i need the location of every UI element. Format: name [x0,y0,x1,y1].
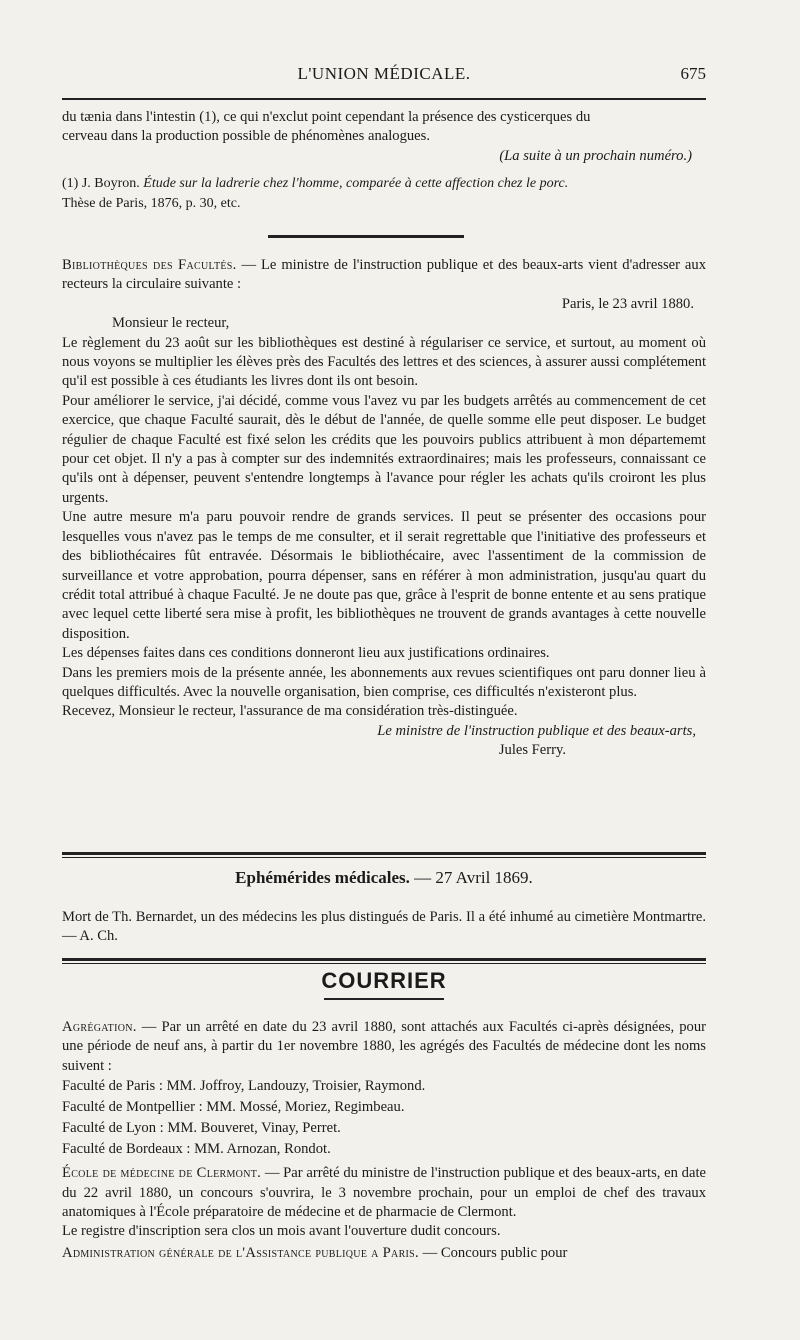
ephemerides-text: Mort de Th. Bernardet, un des médecins les plus distingués de Paris. Il a été inhumé au cimetière Montmartre. — A. Ch. [62,909,706,945]
double-rule-top-2 [62,857,706,858]
footnote-mark: (1) J. Boyron. [62,176,140,192]
continuation-line-2: cerveau dans la production possible de phénomènes analogues. [62,128,430,145]
courrier-rule [324,998,444,1000]
double-rule-bottom-1 [62,958,706,961]
faculty-line: Faculté de Lyon : MM. Bouveret, Vinay, Perret. [62,1120,341,1137]
clermont-heading: École de médecine de Clermont. [62,1165,262,1182]
header-rule [62,98,706,100]
ephemerides-name: Ephémérides médicales. [235,868,410,887]
courrier-article [62,1018,706,1263]
circular-paragraph-4: Les dépenses faites dans ces conditions donneront lieu aux justifications ordinaires. [62,645,550,662]
article-continuation [62,108,706,213]
agregation-heading: Agrégation. [62,1019,137,1035]
ephemerides-title [62,868,706,888]
to-be-continued: (La suite à un prochain numéro.) [499,147,692,164]
dateline: Paris, le 23 avril 1880. [561,295,694,312]
page-header [62,64,706,86]
agregation-paragraph [62,1018,706,1076]
assistance-heading: Administration générale de l'Assistance publique a Paris. [62,1244,419,1261]
page-number: 675 [680,64,706,83]
libraries-intro [62,256,706,295]
assistance-paragraph [62,1244,706,1263]
circular-paragraph-5: Dans les premiers mois de la présente année, les abonnements aux revues scientifiques ont paru donner lieu à quelques difficultés. Avec la nouvelle organisation, bien comprise, ces difficultés n'existeront plus. [62,664,706,700]
journal-title: L'UNION MÉDICALE. [297,64,471,83]
signature-title: Le ministre de l'instruction publique et des beaux-arts, [377,722,696,739]
libraries-heading: Bibliothèques des Facultés. [62,257,237,273]
circular-paragraph-3: Une autre mesure m'a paru pouvoir rendre de grands services. Il peut se présenter des occasions pour lesquelles vous n'avez pas le temps de me consulter, et il serait regrettable que l'initiative des professeurs et des bibliothécaires fût entravée. Désormais le bibliothécaire, avec l'assentiment de la commission de surveillance et votre approbation, pourra dépenser, sans en référer à mon administration, jusqu'au quart du crédit total attribué à chaque Faculté. Je ne doute pas que, grâce à l'esprit de bonne entente et au sens pratique avec lequel cette liberté sera mise à profit, les bibliothèques ne trouvent de grands avantages à cette nouvelle disposition. [62,509,706,642]
registre-paragraph: Le registre d'inscription sera clos un mois avant l'ouverture dudit concours. [62,1223,501,1240]
faculty-list [62,1076,706,1160]
continuation-line-1: du tænia dans l'intestin (1), ce qui n'exclut point cependant la présence des cysticerques du [62,109,591,125]
assistance-text: — Concours public pour [419,1244,568,1261]
circular-paragraph-6: Recevez, Monsieur le recteur, l'assurance de ma considération très-distinguée. [62,703,518,720]
agregation-text: — Par un arrêté en date du 23 avril 1880, sont attachés aux Facultés ci-après désignées, pour une période de neuf ans, à partir du 1er novembre 1880, les agrégés des Facultés de médecine dont les noms suivent : [62,1019,706,1074]
clermont-text: — Par arrêté du ministre de l'instruction publique et des beaux-arts, en date du 22 avril 1880, un concours s'ouvrira, le 3 novembre prochain, pour un emploi de chef des travaux anatomiques à l'École préparatoire de médecine et de pharmacie de Clermont. [62,1165,706,1221]
signature-name: Jules Ferry. [498,742,566,759]
footnote-rest: Thèse de Paris, 1876, p. 30, etc. [62,195,241,211]
clermont-paragraph [62,1164,706,1222]
footnote [62,174,706,213]
salutation: Monsieur le recteur, [112,315,230,332]
footnote-title: Étude sur la ladrerie chez l'homme, comparée à cette affection chez le porc. [143,176,569,192]
double-rule-bottom-2 [62,963,706,964]
double-rule-top-1 [62,852,706,855]
circular-paragraph-2: Pour améliorer le service, j'ai décidé, comme vous l'avez vu par les budgets arrêtés au commencement de cet exercice, que chaque Faculté saurait, dès le début de l'année, de quelle somme elle peut disposer. Le budget régulier de chaque Faculté est fixé selon les crédits que les pouvoirs publics attribuent à mon départememt pour cet objet. Il n'y a pas à compter sur des indemnités extraordinaires; mais les professeurs, connaissant ce qu'ils ont à dépenser, peuvent s'entendre longtemps à l'avance pour régler les achats qu'ils croiront les plus urgents. [62,392,706,506]
faculty-line: Faculté de Paris : MM. Joffroy, Landouzy, Troisier, Raymond. [62,1078,426,1095]
libraries-article [62,256,706,761]
circular-paragraph-1: Le règlement du 23 août sur les bibliothèques est destiné à régulariser ce service, et surtout, au moment où nous voyons se multiplier les élèves près des Facultés des lettres et des sciences, à assurer aussi complétement qu'il est possible à ces étudiants les livres dont ils ont besoin. [62,334,706,390]
ephemerides-date: — 27 Avril 1869. [409,868,533,887]
courrier-title: COURRIER [321,968,447,993]
libraries-lead: — Le ministre de l'instruction publique et des beaux-arts vient d'adresser aux recteurs la circulaire suivante : [62,257,706,293]
section-divider [268,235,464,238]
faculty-line: Faculté de Bordeaux : MM. Arnozan, Rondot. [62,1141,331,1158]
faculty-line: Faculté de Montpellier : MM. Mossé, Moriez, Regimbeau. [62,1099,405,1116]
